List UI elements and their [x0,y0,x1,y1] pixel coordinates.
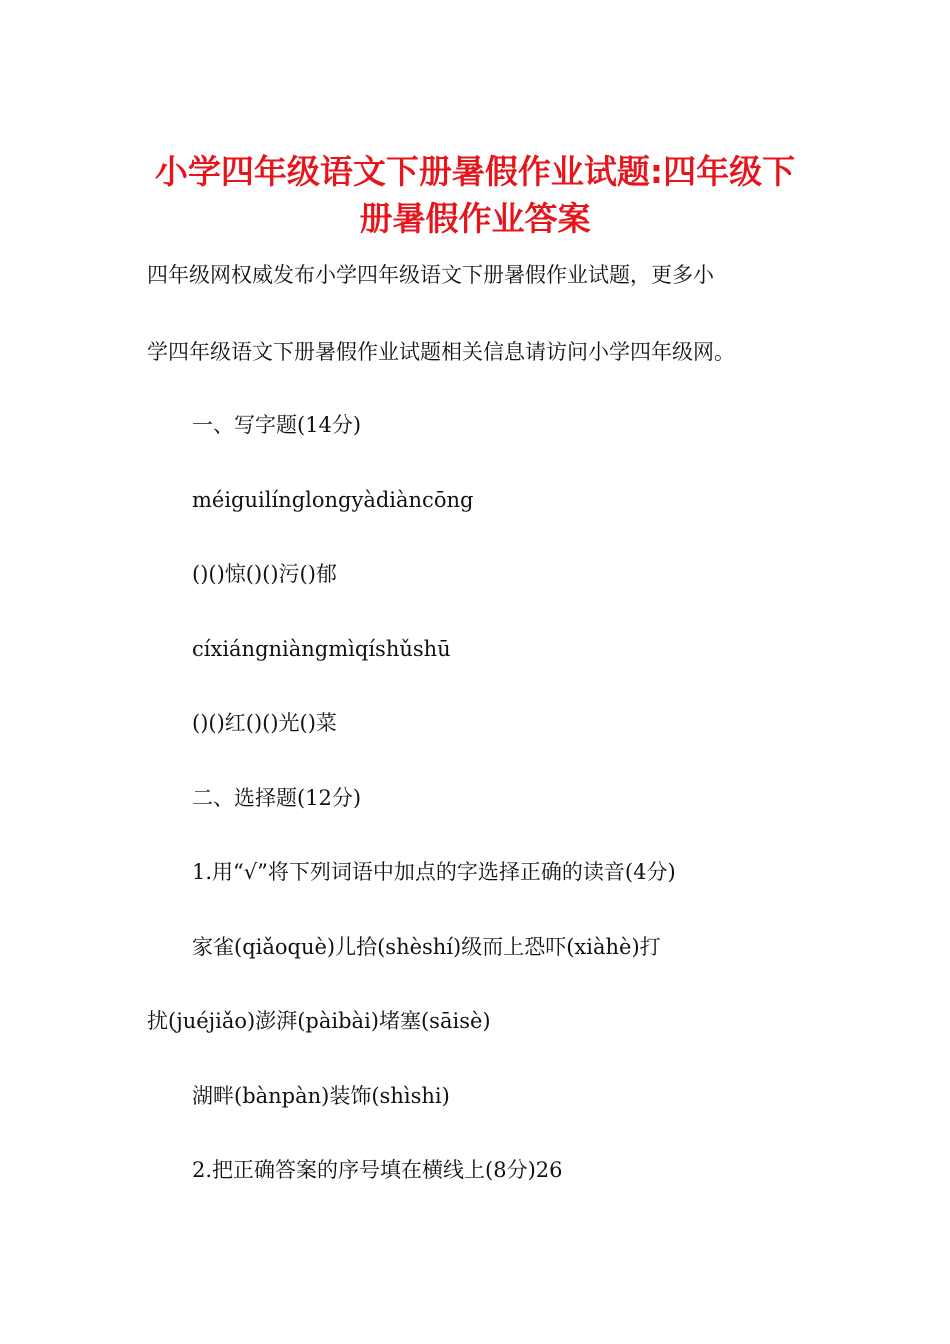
question-1-line-1: 家雀(qiǎoquè)儿拾(shèshí)级而上恐吓(xiàhè)打 [192,935,661,959]
intro-paragraph-line-1: 四年级网权威发布小学四年级语文下册暑假作业试题，更多小 [147,263,714,287]
question-2-prompt: 2.把正确答案的序号填在横线上(8分)26 [192,1158,563,1182]
question-1-prompt: 1.用“√”将下列词语中加点的字选择正确的读音(4分) [192,860,676,884]
question-1-line-3: 湖畔(bànpàn)装饰(shìshi) [192,1084,450,1108]
pinyin-line-2: cíxiángniàngmìqíshǔshū [192,637,451,661]
pinyin-line-1: méiguilínglongyàdiàncōng [192,488,474,512]
section-heading-choice: 二、选择题(12分) [192,786,362,810]
intro-paragraph-line-2: 学四年级语文下册暑假作业试题相关信息请访问小学四年级网。 [147,340,735,364]
document-title-line-2: 册暑假作业答案 [359,199,591,238]
question-1-line-2: 扰(juéjiǎo)澎湃(pàibài)堵塞(sāisè) [147,1009,491,1033]
blanks-line-2: ()()红()()光()菜 [192,711,337,735]
blanks-line-1: ()()惊()()污()郁 [192,562,337,586]
document-title-line-1: 小学四年级语文下册暑假作业试题:四年级下 [154,152,796,191]
section-heading-writing: 一、写字题(14分) [192,413,362,437]
